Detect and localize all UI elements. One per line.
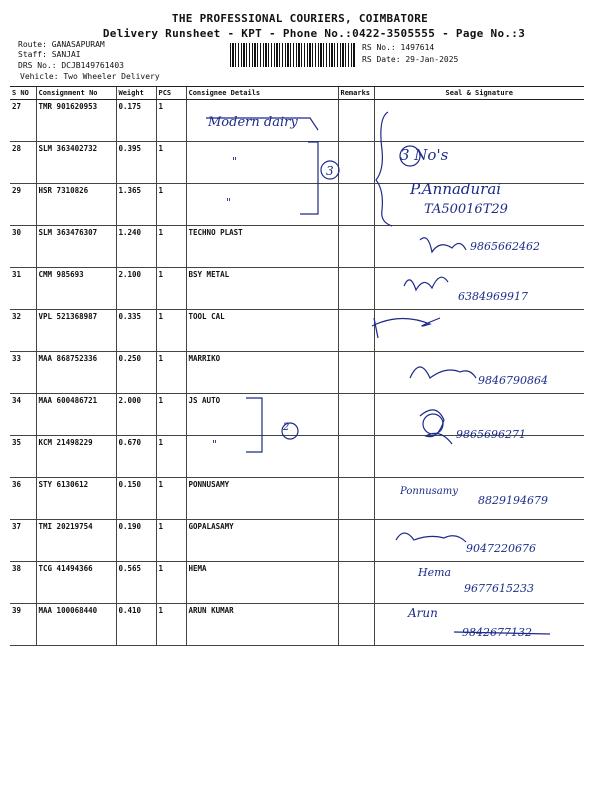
staff-label: Staff: SANJAI [18, 50, 81, 59]
handwritten-phone-39: 9842677132 [462, 626, 532, 639]
handwritten-signature-38: Hema [418, 566, 452, 579]
handwritten-phone-31: 6384969917 [458, 290, 528, 303]
row-consignee: TOOL CAL [186, 310, 338, 352]
row-weight: 2.000 [116, 394, 156, 436]
row-consignee: MARRIKO [186, 352, 338, 394]
ink-sig-31 [404, 277, 448, 290]
rs-number: RS No.: 1497614 [362, 43, 435, 52]
ink-circle-2 [282, 423, 298, 439]
runsheet-title: Delivery Runsheet - KPT - Phone No.:0422-3505555 - Page No.:3 [102, 27, 526, 40]
handwritten-phone-33: 9846790864 [478, 374, 548, 387]
row-weight: 1.365 [116, 184, 156, 226]
row-pcs: 1 [156, 142, 186, 184]
ink-circle-nos [400, 146, 420, 166]
handwritten-signature-39: Arun [408, 606, 438, 620]
handwritten-ditto-28: " [232, 155, 238, 168]
ink-sig-35-loop [423, 414, 443, 434]
ink-circle-3 [321, 161, 339, 179]
col-sno: S NO [10, 87, 36, 100]
handwritten-circle-3: 3 [326, 164, 334, 178]
row-pcs: 1 [156, 268, 186, 310]
handwritten-circle-2: 2 [283, 422, 290, 433]
row-weight: 2.100 [116, 268, 156, 310]
ink-box-modern-dairy [206, 118, 318, 130]
row-consignee: JS AUTO [186, 394, 338, 436]
row-pcs: 1 [156, 478, 186, 520]
row-pcs: 1 [156, 562, 186, 604]
ink-sig-33 [410, 367, 476, 378]
row-pcs: 1 [156, 520, 186, 562]
row-weight: 0.190 [116, 520, 156, 562]
row-sno: 38 [10, 562, 36, 604]
row-consignment-no: SLM 363476307 [36, 226, 116, 268]
row-pcs: 1 [156, 394, 186, 436]
row-weight: 0.175 [116, 100, 156, 142]
ink-sig-32 [372, 318, 440, 338]
handwritten-phone-36: 8829194679 [478, 494, 548, 507]
row-sno: 37 [10, 520, 36, 562]
row-pcs: 1 [156, 310, 186, 352]
row-sno: 27 [10, 100, 36, 142]
col-weight: Weight [116, 87, 156, 100]
row-consignment-no: STY 6130612 [36, 478, 116, 520]
ink-underline-39 [454, 632, 550, 634]
row-consignment-no: MAA 100068440 [36, 604, 116, 646]
row-consignment-no: HSR 7310826 [36, 184, 116, 226]
row-sno: 35 [10, 436, 36, 478]
row-consignee: GOPALASAMY [186, 520, 338, 562]
row-pcs: 1 [156, 184, 186, 226]
company-name: THE PROFESSIONAL COURIERS, COIMBATORE [171, 12, 429, 25]
route-label: Route: GANASAPURAM [18, 40, 105, 49]
row-sno: 30 [10, 226, 36, 268]
ink-bracket-34-35 [246, 398, 262, 452]
row-consignment-no: MAA 868752336 [36, 352, 116, 394]
ink-sig-37 [396, 533, 466, 542]
row-weight: 0.410 [116, 604, 156, 646]
col-consignment: Consignment No [36, 87, 116, 100]
row-sno: 32 [10, 310, 36, 352]
handwritten-phone-37: 9047220676 [466, 542, 536, 555]
row-consignment-no: TMI 20219754 [36, 520, 116, 562]
row-consignment-no: CMM 985693 [36, 268, 116, 310]
row-sno: 29 [10, 184, 36, 226]
handwritten-nos: 3 No's [400, 146, 449, 164]
row-weight: 0.565 [116, 562, 156, 604]
row-consignee: HEMA [186, 562, 338, 604]
col-consignee: Consignee Details [186, 87, 338, 100]
row-consignment-no: SLM 363402732 [36, 142, 116, 184]
handwritten-phone-38: 9677615233 [464, 582, 534, 595]
handwritten-signature-36: Ponnusamy [400, 486, 458, 497]
col-remarks: Remarks [338, 87, 374, 100]
row-pcs: 1 [156, 352, 186, 394]
row-consignee: BSY METAL [186, 268, 338, 310]
row-weight: 0.335 [116, 310, 156, 352]
row-consignment-no: KCM 21498229 [36, 436, 116, 478]
row-consignment-no: TMR 901620953 [36, 100, 116, 142]
row-sno: 33 [10, 352, 36, 394]
row-consignee: ARUN KUMAR [186, 604, 338, 646]
handwritten-vehicle-no: TA50016T29 [424, 202, 508, 217]
row-pcs: 1 [156, 436, 186, 478]
row-sno: 28 [10, 142, 36, 184]
col-pcs: PCS [156, 87, 186, 100]
row-sno: 39 [10, 604, 36, 646]
row-consignment-no: MAA 600486721 [36, 394, 116, 436]
row-weight: 0.250 [116, 352, 156, 394]
row-pcs: 1 [156, 226, 186, 268]
row-consignment-no: VPL 521368987 [36, 310, 116, 352]
row-pcs: 1 [156, 100, 186, 142]
row-sno: 34 [10, 394, 36, 436]
row-consignee: TECHNO PLAST [186, 226, 338, 268]
row-sno: 31 [10, 268, 36, 310]
rs-date: RS Date: 29-Jan-2025 [362, 55, 459, 64]
drs-label: DRS No.: DCJB149761403 [18, 61, 124, 70]
row-pcs: 1 [156, 604, 186, 646]
ink-brace-signature [376, 112, 392, 226]
handwritten-ditto-29: " [226, 196, 232, 209]
handwritten-phone-30: 9865662462 [470, 240, 540, 253]
row-weight: 1.240 [116, 226, 156, 268]
row-weight: 0.670 [116, 436, 156, 478]
vehicle-label: Vehicle: Two Wheeler Delivery [20, 72, 160, 81]
row-weight: 0.150 [116, 478, 156, 520]
handwritten-modern-dairy: Modern dairy [208, 115, 298, 130]
row-weight: 0.395 [116, 142, 156, 184]
handwritten-annadurai: P.Annadurai [410, 180, 502, 198]
handwritten-phone-35: 9865696271 [456, 428, 526, 441]
ink-sig-30 [420, 238, 466, 252]
col-signature: Seal & Signature [374, 87, 584, 100]
handwritten-ditto-35: " [212, 438, 218, 451]
row-sno: 36 [10, 478, 36, 520]
row-consignee: PONNUSAMY [186, 478, 338, 520]
row-consignment-no: TCG 41494366 [36, 562, 116, 604]
ink-bracket-27-29 [300, 142, 318, 214]
